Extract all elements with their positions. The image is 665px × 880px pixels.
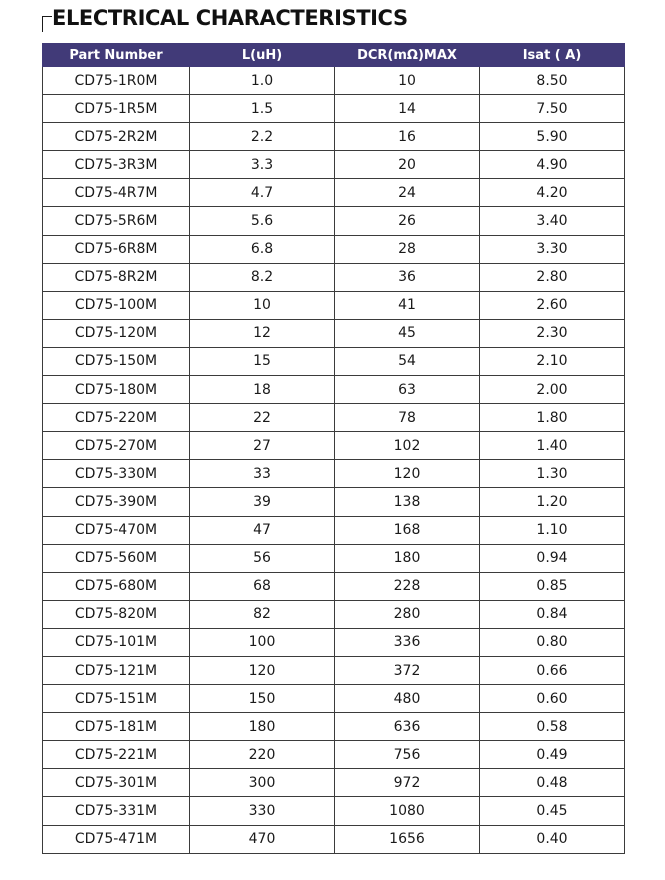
dcr-max-cell: 1080 [335, 797, 480, 825]
table-row [43, 797, 625, 825]
header-dcr-max: DCR(mΩ)MAX [335, 44, 480, 67]
inductance-cell: 4.7 [190, 179, 335, 207]
part-number-cell: CD75-180M [43, 376, 190, 404]
dcr-max-cell: 36 [335, 263, 480, 291]
inductance-cell: 470 [190, 825, 335, 853]
isat-cell: 0.40 [480, 825, 625, 853]
inductance-cell: 120 [190, 656, 335, 684]
inductance-cell: 39 [190, 488, 335, 516]
dcr-max-cell: 16 [335, 123, 480, 151]
isat-cell: 4.20 [480, 179, 625, 207]
part-number-cell: CD75-121M [43, 656, 190, 684]
part-number-cell: CD75-390M [43, 488, 190, 516]
isat-cell: 2.30 [480, 319, 625, 347]
isat-cell: 2.00 [480, 376, 625, 404]
dcr-max-cell: 41 [335, 291, 480, 319]
isat-cell: 0.49 [480, 741, 625, 769]
isat-cell: 7.50 [480, 95, 625, 123]
part-number-cell: CD75-4R7M [43, 179, 190, 207]
part-number-cell: CD75-151M [43, 685, 190, 713]
isat-cell: 0.45 [480, 797, 625, 825]
part-number-cell: CD75-100M [43, 291, 190, 319]
isat-cell: 1.30 [480, 460, 625, 488]
table-header [43, 44, 625, 67]
dcr-max-cell: 45 [335, 319, 480, 347]
table-row [43, 291, 625, 319]
page-title: ELECTRICAL CHARACTERISTICS [52, 6, 408, 30]
part-number-cell: CD75-5R6M [43, 207, 190, 235]
dcr-max-cell: 102 [335, 432, 480, 460]
table-row [43, 376, 625, 404]
dcr-max-cell: 14 [335, 95, 480, 123]
table-row [43, 235, 625, 263]
isat-cell: 0.80 [480, 628, 625, 656]
isat-cell: 0.85 [480, 572, 625, 600]
table-row [43, 769, 625, 797]
dcr-max-cell: 636 [335, 713, 480, 741]
inductance-cell: 15 [190, 347, 335, 375]
isat-cell: 2.80 [480, 263, 625, 291]
table-row [43, 67, 625, 95]
table-row [43, 123, 625, 151]
dcr-max-cell: 10 [335, 67, 480, 95]
dcr-max-cell: 1656 [335, 825, 480, 853]
table-row [43, 516, 625, 544]
part-number-cell: CD75-330M [43, 460, 190, 488]
isat-cell: 8.50 [480, 67, 625, 95]
isat-cell: 2.60 [480, 291, 625, 319]
part-number-cell: CD75-301M [43, 769, 190, 797]
dcr-max-cell: 372 [335, 656, 480, 684]
table-row [43, 179, 625, 207]
isat-cell: 1.20 [480, 488, 625, 516]
table-row [43, 825, 625, 853]
isat-cell: 0.94 [480, 544, 625, 572]
dcr-max-cell: 336 [335, 628, 480, 656]
inductance-cell: 1.0 [190, 67, 335, 95]
part-number-cell: CD75-181M [43, 713, 190, 741]
header-inductance: L(uH) [190, 44, 335, 67]
table-row [43, 713, 625, 741]
part-number-cell: CD75-3R3M [43, 151, 190, 179]
inductance-cell: 22 [190, 404, 335, 432]
dcr-max-cell: 280 [335, 600, 480, 628]
inductance-cell: 33 [190, 460, 335, 488]
inductance-cell: 300 [190, 769, 335, 797]
isat-cell: 0.58 [480, 713, 625, 741]
dcr-max-cell: 26 [335, 207, 480, 235]
part-number-cell: CD75-221M [43, 741, 190, 769]
inductance-cell: 68 [190, 572, 335, 600]
part-number-cell: CD75-560M [43, 544, 190, 572]
part-number-cell: CD75-471M [43, 825, 190, 853]
table-row [43, 151, 625, 179]
part-number-cell: CD75-1R0M [43, 67, 190, 95]
table-row [43, 488, 625, 516]
table-row [43, 544, 625, 572]
isat-cell: 1.80 [480, 404, 625, 432]
inductance-cell: 180 [190, 713, 335, 741]
dcr-max-cell: 20 [335, 151, 480, 179]
isat-cell: 5.90 [480, 123, 625, 151]
part-number-cell: CD75-220M [43, 404, 190, 432]
part-number-cell: CD75-820M [43, 600, 190, 628]
table-row [43, 263, 625, 291]
inductance-cell: 10 [190, 291, 335, 319]
isat-cell: 0.48 [480, 769, 625, 797]
table-row [43, 432, 625, 460]
dcr-max-cell: 120 [335, 460, 480, 488]
table-row [43, 460, 625, 488]
part-number-cell: CD75-150M [43, 347, 190, 375]
table-row [43, 319, 625, 347]
inductance-cell: 18 [190, 376, 335, 404]
inductance-cell: 150 [190, 685, 335, 713]
header-row [43, 44, 625, 67]
inductance-cell: 1.5 [190, 95, 335, 123]
part-number-cell: CD75-1R5M [43, 95, 190, 123]
inductance-cell: 27 [190, 432, 335, 460]
isat-cell: 3.30 [480, 235, 625, 263]
dcr-max-cell: 972 [335, 769, 480, 797]
inductance-cell: 8.2 [190, 263, 335, 291]
isat-cell: 0.60 [480, 685, 625, 713]
table-row [43, 656, 625, 684]
header-isat: Isat ( A) [480, 44, 625, 67]
part-number-cell: CD75-6R8M [43, 235, 190, 263]
part-number-cell: CD75-331M [43, 797, 190, 825]
inductance-cell: 5.6 [190, 207, 335, 235]
dcr-max-cell: 54 [335, 347, 480, 375]
isat-cell: 3.40 [480, 207, 625, 235]
part-number-cell: CD75-120M [43, 319, 190, 347]
isat-cell: 4.90 [480, 151, 625, 179]
part-number-cell: CD75-2R2M [43, 123, 190, 151]
dcr-max-cell: 63 [335, 376, 480, 404]
inductance-cell: 6.8 [190, 235, 335, 263]
part-number-cell: CD75-470M [43, 516, 190, 544]
table-row [43, 207, 625, 235]
inductance-cell: 3.3 [190, 151, 335, 179]
inductance-cell: 47 [190, 516, 335, 544]
table-row [43, 347, 625, 375]
dcr-max-cell: 78 [335, 404, 480, 432]
inductance-cell: 12 [190, 319, 335, 347]
isat-cell: 0.66 [480, 656, 625, 684]
isat-cell: 1.40 [480, 432, 625, 460]
table-row [43, 95, 625, 123]
table-row [43, 685, 625, 713]
dcr-max-cell: 28 [335, 235, 480, 263]
isat-cell: 1.10 [480, 516, 625, 544]
table-row [43, 741, 625, 769]
electrical-characteristics-table [42, 43, 625, 854]
dcr-max-cell: 480 [335, 685, 480, 713]
table-row [43, 600, 625, 628]
dcr-max-cell: 168 [335, 516, 480, 544]
isat-cell: 2.10 [480, 347, 625, 375]
table-body [43, 67, 625, 854]
dcr-max-cell: 24 [335, 179, 480, 207]
part-number-cell: CD75-270M [43, 432, 190, 460]
part-number-cell: CD75-680M [43, 572, 190, 600]
part-number-cell: CD75-8R2M [43, 263, 190, 291]
inductance-cell: 100 [190, 628, 335, 656]
dcr-max-cell: 228 [335, 572, 480, 600]
table-row [43, 572, 625, 600]
isat-cell: 0.84 [480, 600, 625, 628]
inductance-cell: 56 [190, 544, 335, 572]
inductance-cell: 2.2 [190, 123, 335, 151]
header-part-number: Part Number [43, 44, 190, 67]
dcr-max-cell: 138 [335, 488, 480, 516]
inductance-cell: 82 [190, 600, 335, 628]
table-row [43, 404, 625, 432]
inductance-cell: 330 [190, 797, 335, 825]
table-row [43, 628, 625, 656]
section-heading [42, 4, 408, 32]
part-number-cell: CD75-101M [43, 628, 190, 656]
dcr-max-cell: 180 [335, 544, 480, 572]
heading-bracket-mark [42, 16, 52, 32]
inductance-cell: 220 [190, 741, 335, 769]
dcr-max-cell: 756 [335, 741, 480, 769]
